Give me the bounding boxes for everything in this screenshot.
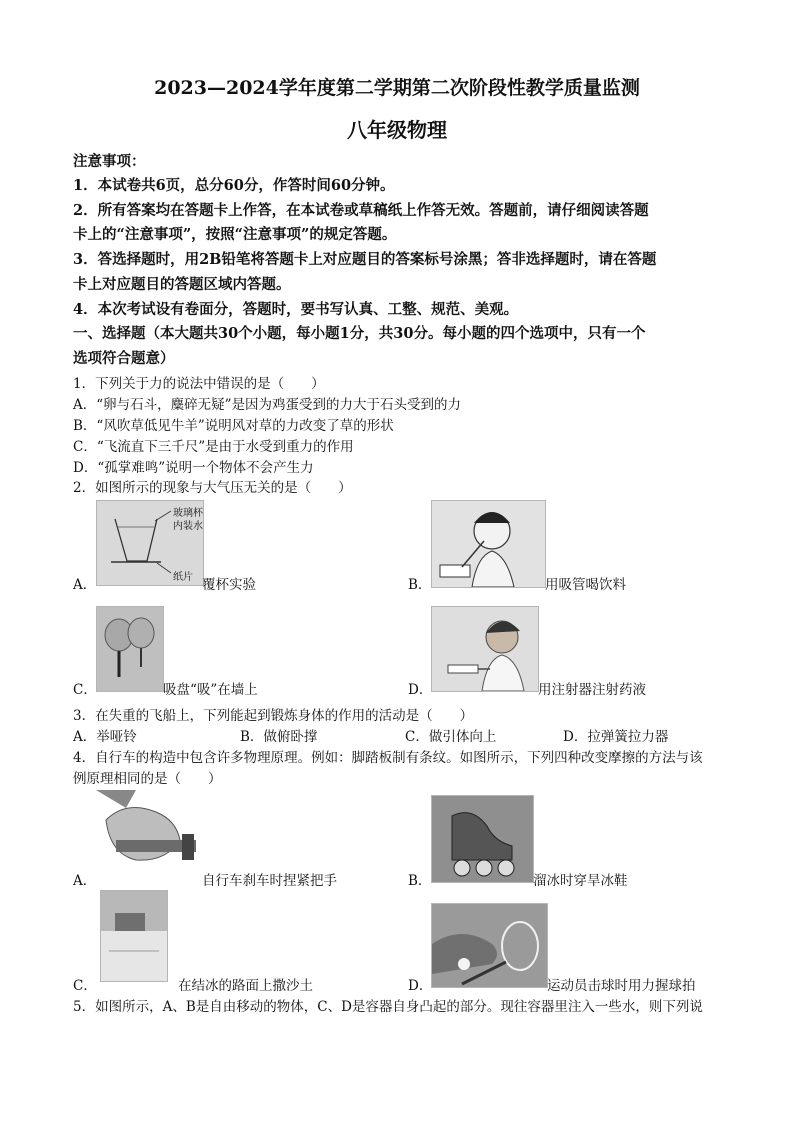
q4-d-text: 运动员击球时用力握球拍: [547, 978, 696, 994]
q2-c-letter: C．: [73, 682, 97, 698]
notice-line-2b: 卡上的“注意事项”，按照“注意事项”的规定答题。: [73, 226, 397, 243]
q4-a-letter: A．: [73, 873, 97, 889]
q4-stem-a: 4．自行车的构造中包含许多物理原理。例如：脚踏板制有条纹。如图所示，下列四种改变摩擦的方法与该: [73, 750, 703, 766]
q2-d-text: 用注射器注射药液: [538, 682, 646, 698]
q4-figure-d: [431, 903, 548, 988]
notice-line-1: 1．本试卷共6页，总分60分，作答时间60分钟。: [73, 177, 395, 194]
q4-a-text: 自行车刹车时捏紧把手: [202, 873, 337, 889]
q2-figure-b: [431, 500, 546, 588]
exam-title: 2023—2024学年度第二学期第二次阶段性教学质量监测: [154, 77, 640, 99]
q3-option-b: B．做俯卧撑: [240, 729, 318, 745]
q2-b-letter: B．: [408, 577, 432, 593]
q2-figure-a: [96, 500, 204, 586]
q1-option-d: D．“孤掌难鸣”说明一个物体不会产生力: [73, 460, 314, 476]
section-heading-b: 选项符合题意）: [73, 350, 175, 367]
q2-figure-c: [96, 606, 164, 692]
notice-line-4: 4．本次考试设有卷面分，答题时，要书写认真、工整、规范、美观。: [73, 301, 519, 318]
section-heading-a: 一、选择题（本大题共30个小题，每小题1分，共30分。每小题的四个选项中，只有一个: [73, 325, 646, 342]
q3-option-c: C．做引体向上: [405, 729, 497, 745]
q4-b-text: 溜冰时穿旱冰鞋: [533, 873, 628, 889]
notice-line-2a: 2．所有答案均在答题卡上作答，在本试卷或草稿纸上作答无效。答题前，请仔细阅读答题: [73, 202, 649, 219]
q4-stem-b: 例原理相同的是（ ）: [73, 771, 222, 787]
q4-figure-b: [431, 795, 534, 883]
notice-line-3b: 卡上对应题目的答题区域内答题。: [73, 276, 291, 293]
q1-option-a: A．“卵与石斗，麋碎无疑”是因为鸡蛋受到的力大于石头受到的力: [73, 397, 462, 413]
q4-figure-a: [96, 790, 199, 882]
q1-option-c: C．“飞流直下三千尺”是由于水受到重力的作用: [73, 439, 354, 455]
notice-heading: 注意事项：: [73, 153, 146, 170]
notice-line-3a: 3．答选择题时，用2B铅笔将答题卡上对应题目的答案标号涂黑；答非选择题时，请在答题: [73, 251, 657, 268]
q4-figure-c: [100, 890, 168, 982]
q2-a-text: 覆杯实验: [202, 577, 256, 593]
q2-figure-a-label-water: 内装水: [173, 521, 203, 532]
exam-subject: 八年级物理: [347, 118, 447, 142]
q2-c-text: 吸盘“吸”在墙上: [163, 682, 258, 698]
q3-stem: 3．在失重的飞船上，下列能起到锻炼身体的作用的活动是（ ）: [73, 708, 474, 724]
q4-c-letter: C．: [73, 978, 97, 994]
q2-figure-d: [431, 606, 539, 692]
q2-d-letter: D．: [408, 682, 433, 698]
q5-stem: 5．如图所示，A、B是自由移动的物体，C、D是容器自身凸起的部分。现往容器里注入一些水，则下列说: [73, 999, 703, 1015]
q2-a-letter: A．: [73, 577, 97, 593]
q1-stem: 1．下列关于力的说法中错误的是（ ）: [73, 376, 325, 392]
q4-d-letter: D．: [408, 978, 433, 994]
q2-stem: 2．如图所示的现象与大气压无关的是（ ）: [73, 480, 352, 496]
q4-b-letter: B．: [408, 873, 432, 889]
q4-c-text: 在结冰的路面上撒沙土: [178, 978, 313, 994]
q3-option-d: D．拉弹簧拉力器: [563, 729, 669, 745]
q2-figure-a-label-cup: 玻璃杯: [173, 508, 203, 519]
q3-option-a: A．举哑铃: [73, 729, 137, 745]
q1-option-b: B．“风吹草低见牛羊”说明风对草的力改变了草的形状: [73, 418, 394, 434]
q2-figure-a-label-paper: 纸片: [173, 572, 193, 583]
q2-b-text: 用吸管喝饮料: [545, 577, 626, 593]
